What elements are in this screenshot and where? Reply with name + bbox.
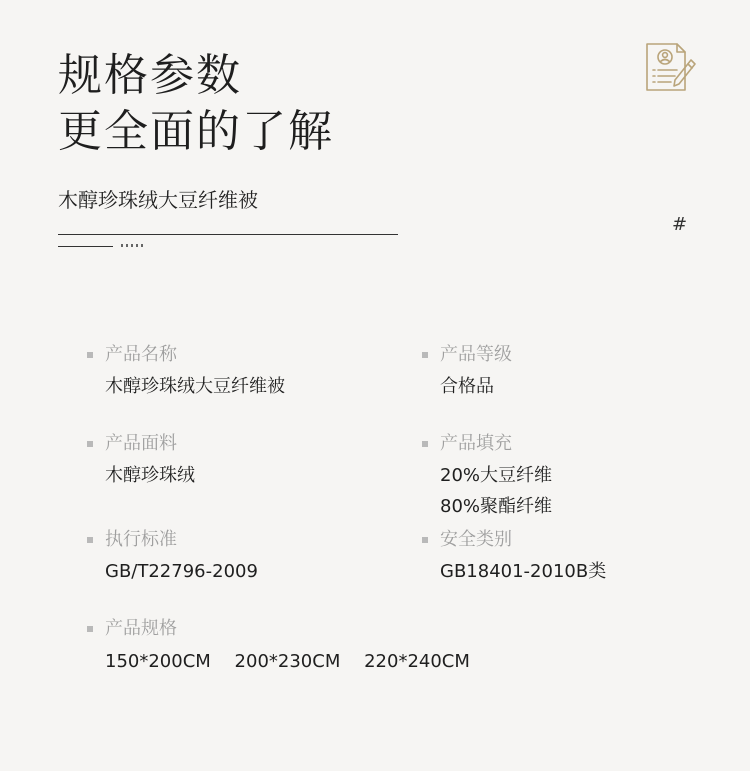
spec-label-text: 产品规格	[105, 618, 177, 639]
spec-label-text: 产品等级	[440, 344, 512, 365]
spec-value: GB/T22796-2009	[105, 561, 258, 582]
spec-label-text: 产品填充	[440, 433, 512, 454]
spec-value: 20%大豆纤维	[440, 465, 553, 486]
spec-label-text: 产品名称	[105, 344, 177, 365]
spec-label-text: 安全类别	[440, 529, 512, 550]
spec-value: GB18401-2010B类	[440, 561, 607, 582]
bullet-icon	[422, 537, 428, 543]
spec-product-fabric	[105, 432, 195, 488]
size-option: 150*200CM	[105, 651, 211, 672]
bullet-icon	[87, 537, 93, 543]
page-title-line-2: 更全面的了解	[58, 106, 334, 157]
spec-label	[440, 528, 606, 552]
product-subtitle: 木醇珍珠绒大豆纤维被	[58, 188, 258, 212]
size-list	[105, 651, 488, 672]
bullet-icon	[87, 352, 93, 358]
spec-product-filling	[440, 432, 552, 519]
size-option: 200*230CM	[234, 651, 341, 672]
divider-short	[58, 246, 113, 247]
divider-long	[58, 234, 398, 235]
spec-value: 合格品	[440, 376, 494, 397]
spec-label	[105, 528, 258, 552]
bullet-icon	[422, 441, 428, 447]
document-edit-icon	[641, 40, 697, 94]
spec-product-grade	[440, 343, 512, 399]
spec-label	[105, 432, 195, 456]
spec-label	[440, 432, 552, 456]
spec-safety-class	[440, 528, 606, 584]
bullet-icon	[422, 352, 428, 358]
size-option: 220*240CM	[364, 651, 470, 672]
spec-label-text: 产品面料	[105, 433, 177, 454]
spec-label	[105, 617, 488, 641]
spec-value: 木醇珍珠绒大豆纤维被	[105, 376, 285, 397]
hash-mark: #	[672, 214, 688, 235]
spec-product-name	[105, 343, 285, 399]
spec-label-text: 执行标准	[105, 529, 177, 550]
spec-size	[105, 617, 488, 672]
spec-standard	[105, 528, 258, 584]
bullet-icon	[87, 626, 93, 632]
page-title-line-1: 规格参数	[58, 50, 242, 101]
spec-value-2: 80%聚酯纤维	[440, 496, 553, 517]
spec-label	[105, 343, 285, 367]
divider-dots	[121, 244, 143, 247]
bullet-icon	[87, 441, 93, 447]
spec-value: 木醇珍珠绒	[105, 465, 195, 486]
spec-label	[440, 343, 512, 367]
